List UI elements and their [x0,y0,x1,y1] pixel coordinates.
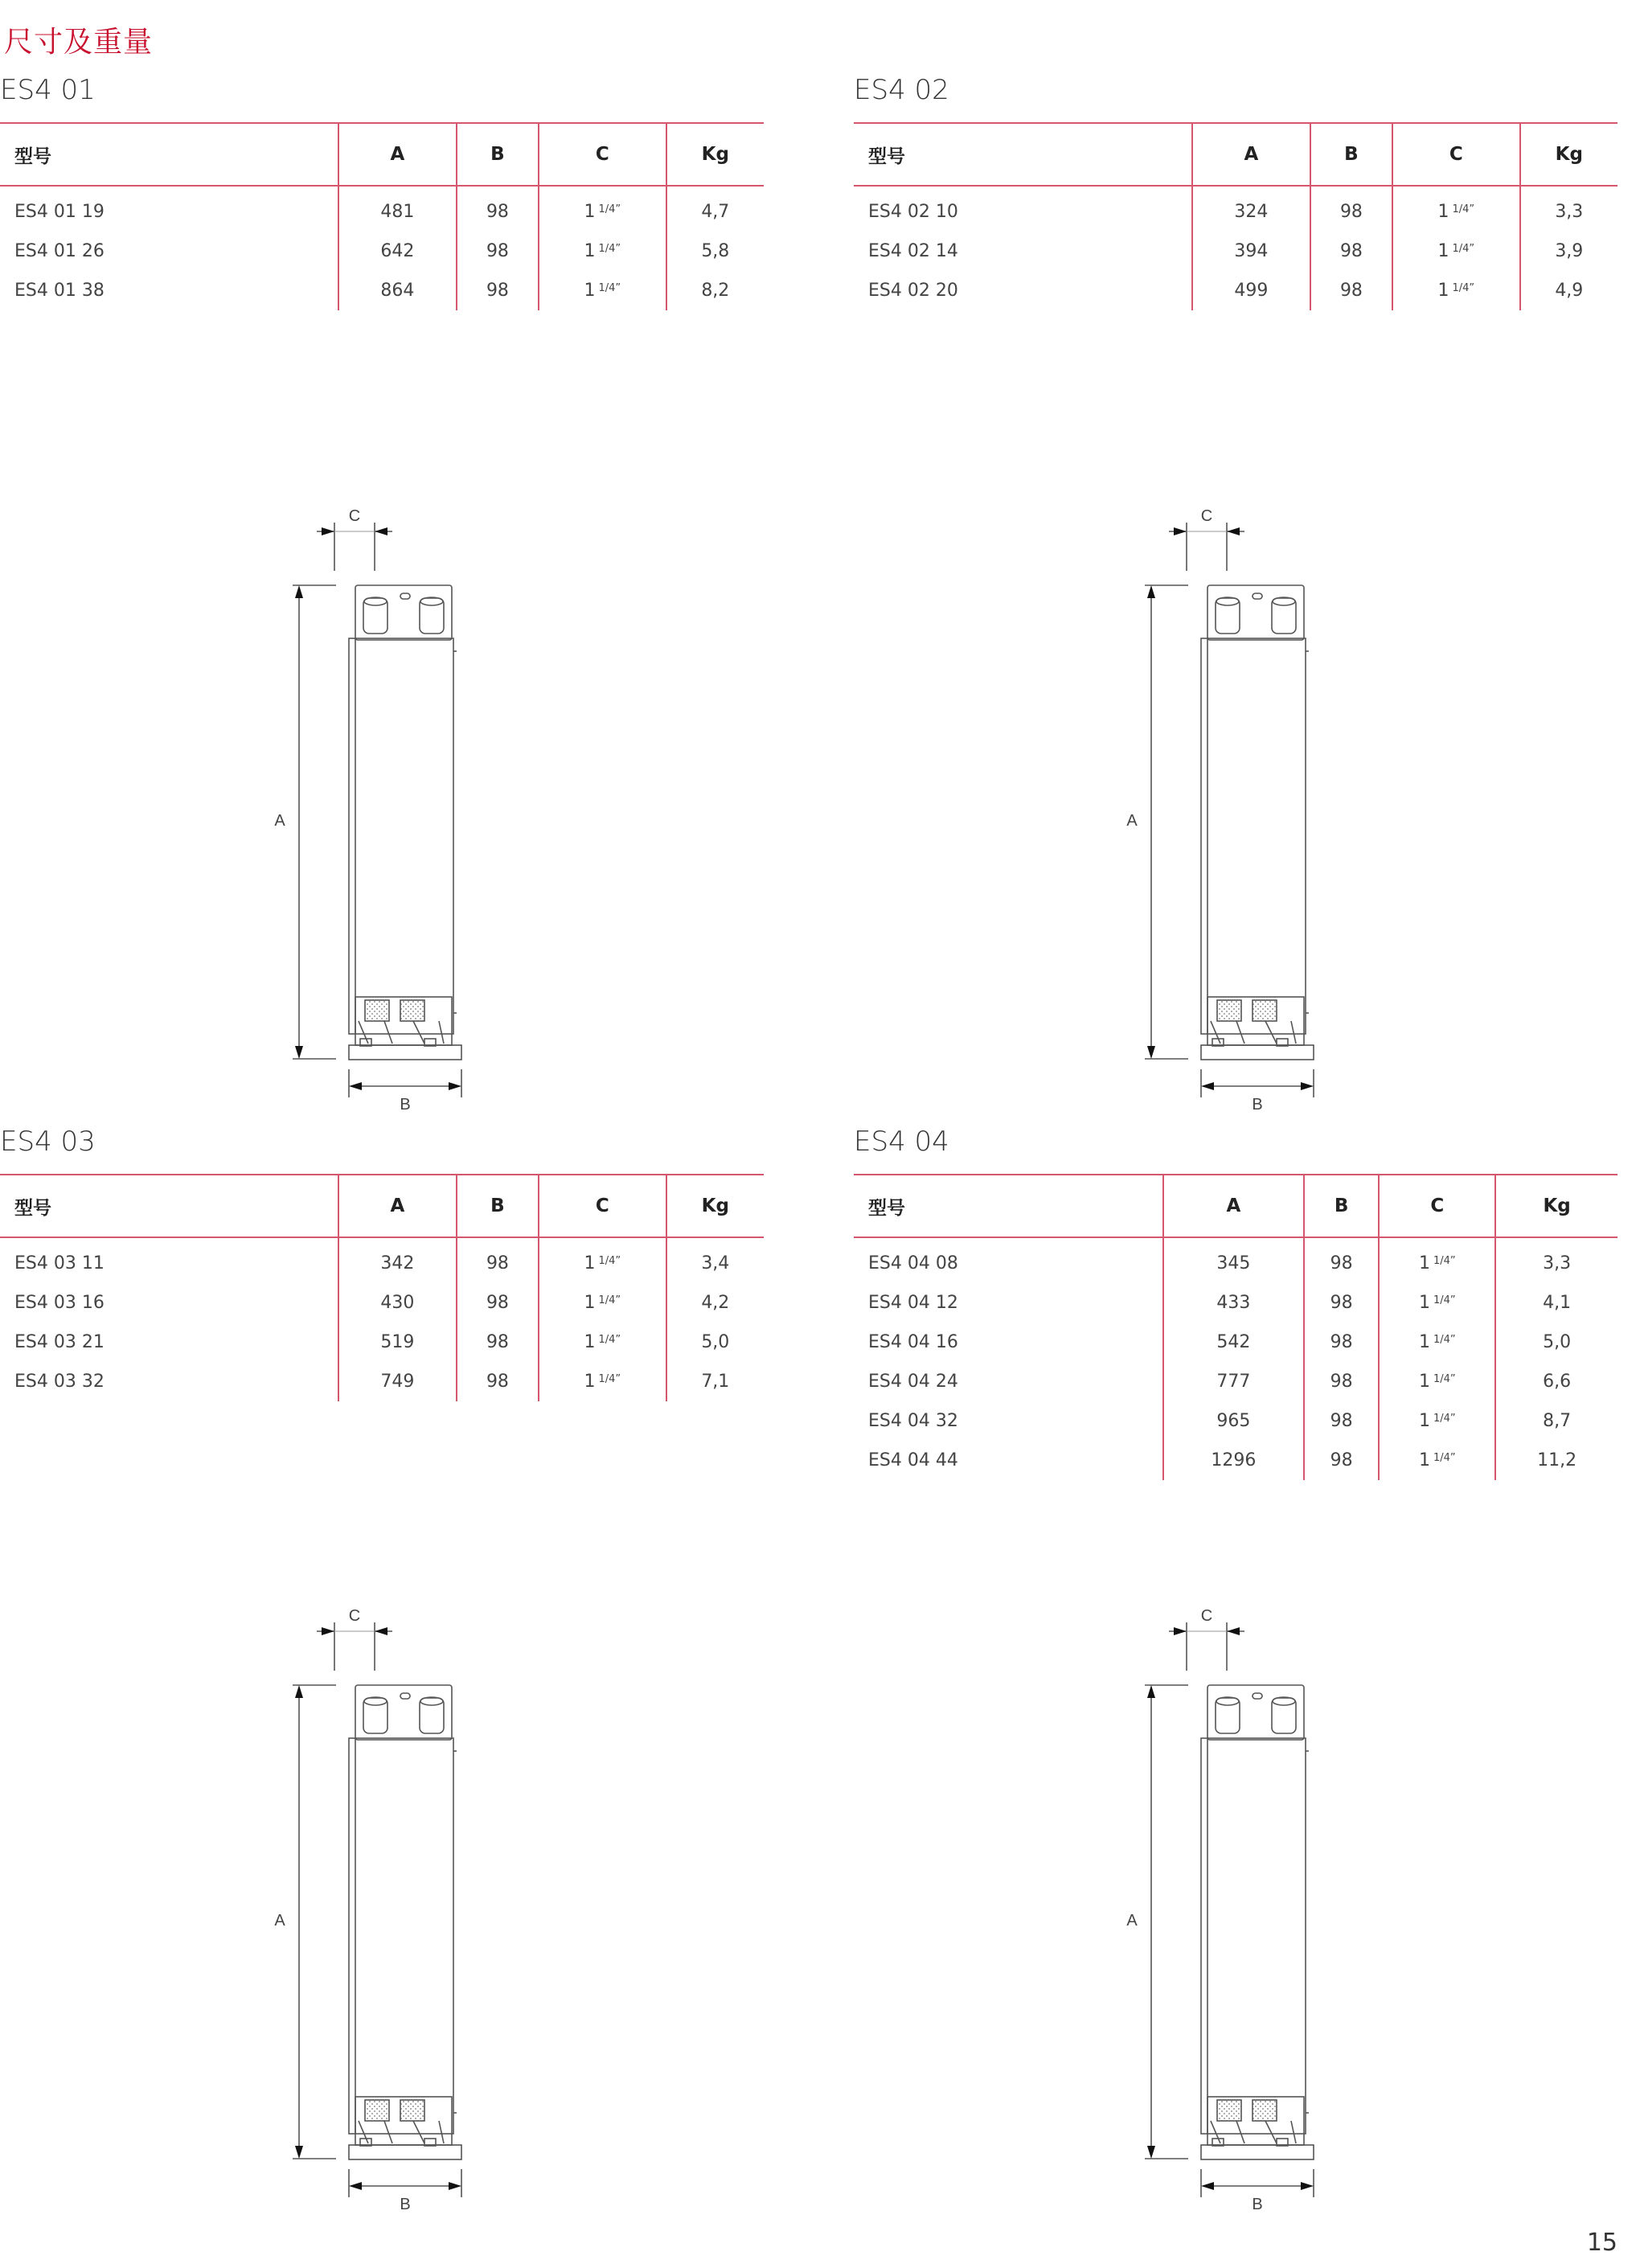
c-fraction: 1/4” [1452,243,1475,255]
spec-table [0,1174,764,1401]
c-cell [539,1283,666,1323]
c-value: 1 [1418,1293,1430,1313]
table-row [854,1283,1617,1323]
column-header-model: 型号 [0,1175,338,1237]
drawing-svg [272,498,529,1113]
b-dimension-label: B [400,2196,411,2213]
kg-cell: 3,4 [666,1237,764,1283]
c-value: 1 [1418,1332,1430,1352]
model-cell: ES4 03 21 [14,1332,105,1352]
c-fraction: 1/4” [1452,203,1475,215]
column-header-a: A [1163,1175,1304,1237]
section-es4-01 [0,66,764,310]
c-cell [1392,271,1520,310]
c-dimension-label: C [1200,507,1213,525]
drawing-svg [1124,1598,1381,2213]
model-cell: ES4 03 32 [14,1372,105,1392]
table-header-row [0,1175,764,1237]
table-row [0,1283,764,1323]
b-cell: 98 [457,1362,539,1401]
kg-cell: 4,1 [1495,1283,1617,1323]
drawing-svg [1124,498,1381,1113]
model-cell: ES4 04 24 [868,1372,958,1392]
b-cell: 98 [1304,1401,1379,1441]
kg-cell: 8,7 [1495,1401,1617,1441]
c-dimension-label: C [348,507,361,525]
column-header-c: C [539,123,666,186]
b-cell: 98 [457,232,539,271]
column-header-c: C [1392,123,1520,186]
kg-cell: 4,9 [1520,271,1617,310]
drawing-svg [272,1598,529,2213]
c-cell [1379,1237,1495,1283]
a-cell: 430 [338,1283,457,1323]
a-cell: 777 [1163,1362,1304,1401]
column-header-model: 型号 [0,123,338,186]
a-cell: 965 [1163,1401,1304,1441]
c-value: 1 [1437,241,1449,261]
c-fraction: 1/4” [598,243,621,255]
c-value: 1 [1418,1411,1430,1431]
model-cell: ES4 04 16 [868,1332,958,1352]
model-cell: ES4 04 32 [868,1411,958,1431]
a-dimension-label: A [1126,812,1138,830]
model-cell: ES4 02 10 [868,202,958,222]
a-cell: 499 [1192,271,1310,310]
kg-cell: 3,3 [1520,186,1617,232]
table-header-row [854,123,1617,186]
c-cell [1392,186,1520,232]
table-row [0,1237,764,1283]
c-value: 1 [1437,281,1449,301]
b-cell: 98 [1304,1323,1379,1362]
c-value: 1 [584,281,596,301]
spec-table [854,122,1617,310]
table-row [0,186,764,232]
c-cell [1379,1362,1495,1401]
c-cell [1379,1441,1495,1480]
table-row [854,186,1617,232]
a-cell: 433 [1163,1283,1304,1323]
column-header-c: C [1379,1175,1495,1237]
a-cell: 1296 [1163,1441,1304,1480]
a-dimension-label: A [1126,1912,1138,1930]
a-cell: 324 [1192,186,1310,232]
b-cell: 98 [1310,271,1392,310]
table-row [854,232,1617,271]
c-value: 1 [1437,202,1449,222]
section-title: ES4 03 [0,1126,96,1158]
page-heading: 尺寸及重量 [4,26,154,59]
model-cell: ES4 02 14 [868,241,958,261]
c-fraction: 1/4” [1433,1334,1456,1346]
c-cell [1379,1401,1495,1441]
c-fraction: 1/4” [598,203,621,215]
c-dimension-label: C [1200,1607,1213,1625]
b-dimension-label: B [1252,1096,1263,1113]
column-header-kg: Kg [1495,1175,1617,1237]
c-fraction: 1/4” [1452,282,1475,294]
c-cell [539,186,666,232]
model-cell: ES4 01 38 [14,281,105,301]
model-cell: ES4 01 19 [14,202,105,222]
c-cell [539,232,666,271]
b-cell: 98 [457,186,539,232]
c-value: 1 [584,1253,596,1273]
c-cell [539,1323,666,1362]
b-cell: 98 [457,1237,539,1283]
dimension-drawing-es4-03 [272,1598,529,2213]
a-dimension-label: A [274,812,285,830]
a-cell: 394 [1192,232,1310,271]
table-row [0,271,764,310]
column-header-kg: Kg [666,1175,764,1237]
c-fraction: 1/4” [1433,1413,1456,1425]
c-fraction: 1/4” [598,1334,621,1346]
b-cell: 98 [1310,232,1392,271]
table-row [854,1237,1617,1283]
c-value: 1 [1418,1372,1430,1392]
b-cell: 98 [1304,1362,1379,1401]
kg-cell: 4,7 [666,186,764,232]
spec-table [0,122,764,310]
column-header-b: B [457,123,539,186]
b-cell: 98 [1304,1283,1379,1323]
c-fraction: 1/4” [1433,1294,1456,1306]
dimension-drawing-es4-04 [1124,1598,1381,2213]
spec-table [854,1174,1617,1480]
kg-cell: 3,3 [1495,1237,1617,1283]
section-es4-04 [854,1118,1617,1480]
column-header-kg: Kg [1520,123,1617,186]
c-fraction: 1/4” [1433,1255,1456,1267]
a-cell: 864 [338,271,457,310]
a-cell: 519 [338,1323,457,1362]
table-header-row [854,1175,1617,1237]
section-title: ES4 01 [0,74,96,106]
section-title: ES4 02 [854,74,949,106]
table-row [854,1441,1617,1480]
column-header-model: 型号 [854,1175,1163,1237]
c-value: 1 [584,1372,596,1392]
model-cell: ES4 02 20 [868,281,958,301]
c-fraction: 1/4” [598,1255,621,1267]
kg-cell: 8,2 [666,271,764,310]
table-row [0,1323,764,1362]
model-cell: ES4 04 08 [868,1253,958,1273]
column-header-c: C [539,1175,666,1237]
c-cell [539,1237,666,1283]
column-header-a: A [338,1175,457,1237]
column-header-a: A [338,123,457,186]
c-fraction: 1/4” [598,1373,621,1385]
column-header-model: 型号 [854,123,1192,186]
dimension-drawing-es4-02 [1124,498,1381,1113]
b-dimension-label: B [1252,2196,1263,2213]
c-value: 1 [1418,1253,1430,1273]
model-cell: ES4 03 16 [14,1293,105,1313]
b-cell: 98 [457,1283,539,1323]
b-cell: 98 [1304,1441,1379,1480]
table-row [854,1401,1617,1441]
kg-cell: 6,6 [1495,1362,1617,1401]
c-value: 1 [584,241,596,261]
column-header-a: A [1192,123,1310,186]
b-cell: 98 [457,1323,539,1362]
b-dimension-label: B [400,1096,411,1113]
a-cell: 345 [1163,1237,1304,1283]
kg-cell: 11,2 [1495,1441,1617,1480]
c-cell [539,271,666,310]
b-cell: 98 [457,271,539,310]
column-header-b: B [457,1175,539,1237]
model-cell: ES4 03 11 [14,1253,105,1273]
c-value: 1 [584,1293,596,1313]
model-cell: ES4 04 44 [868,1450,958,1470]
a-cell: 642 [338,232,457,271]
table-header-row [0,123,764,186]
section-es4-03 [0,1118,764,1401]
table-row [0,232,764,271]
dimension-drawing-es4-01 [272,498,529,1113]
c-cell [1379,1283,1495,1323]
a-cell: 342 [338,1237,457,1283]
c-value: 1 [584,1332,596,1352]
kg-cell: 5,0 [1495,1323,1617,1362]
a-cell: 749 [338,1362,457,1401]
c-cell [539,1362,666,1401]
model-cell: ES4 04 12 [868,1293,958,1313]
c-fraction: 1/4” [598,1294,621,1306]
a-cell: 481 [338,186,457,232]
c-cell [1392,232,1520,271]
column-header-b: B [1304,1175,1379,1237]
kg-cell: 3,9 [1520,232,1617,271]
kg-cell: 5,8 [666,232,764,271]
c-fraction: 1/4” [1433,1373,1456,1385]
kg-cell: 4,2 [666,1283,764,1323]
c-value: 1 [1418,1450,1430,1470]
a-cell: 542 [1163,1323,1304,1362]
kg-cell: 5,0 [666,1323,764,1362]
c-cell [1379,1323,1495,1362]
kg-cell: 7,1 [666,1362,764,1401]
c-dimension-label: C [348,1607,361,1625]
b-cell: 98 [1304,1237,1379,1283]
table-row [854,1362,1617,1401]
model-cell: ES4 01 26 [14,241,105,261]
column-header-b: B [1310,123,1392,186]
b-cell: 98 [1310,186,1392,232]
page-number: 15 [1586,2229,1617,2257]
c-fraction: 1/4” [1433,1452,1456,1464]
section-es4-02 [854,66,1617,310]
table-row [854,1323,1617,1362]
table-row [854,271,1617,310]
a-dimension-label: A [274,1912,285,1930]
c-value: 1 [584,202,596,222]
column-header-kg: Kg [666,123,764,186]
c-fraction: 1/4” [598,282,621,294]
section-title: ES4 04 [854,1126,949,1158]
table-row [0,1362,764,1401]
